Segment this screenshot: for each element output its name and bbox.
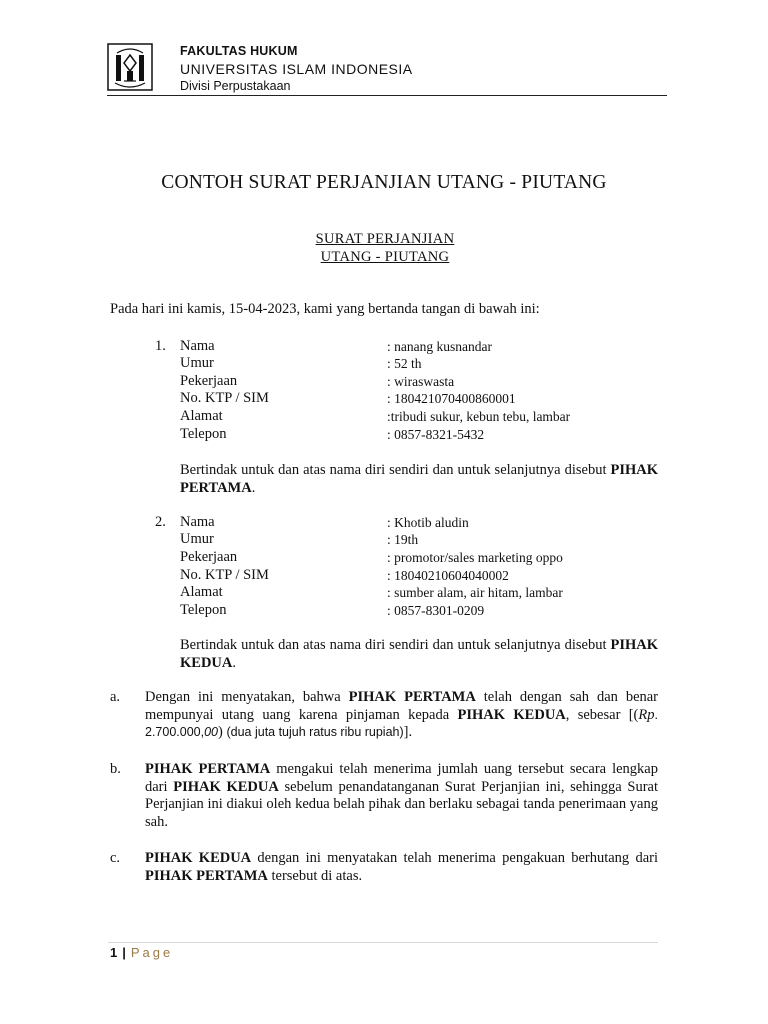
clause-b-paragraph: PIHAK PERTAMA mengakui telah menerima jumlah uang tersebut secara lengkap dari PIHAK KEDUA sebelum penandatanganan Surat Perjanjian ini, sehingga Surat Perjanjian ini diakui oleh kedua belah pihak dan berlaku sebagai tanda penerimaan yang sah.	[145, 761, 658, 830]
party2-id-value: : 18040210604040002	[387, 568, 509, 583]
party1-name-value: : nanang kusnandar	[387, 339, 492, 354]
party1-phone-label: Telepon	[180, 426, 227, 442]
party2-job-label: Pekerjaan	[180, 549, 238, 565]
party1-designation: PIHAK PERTAMA	[180, 462, 658, 496]
party1-address-value: :tribudi sukur, kebun tebu, lambar	[387, 409, 571, 424]
party1-id-label: No. KTP / SIM	[180, 390, 269, 406]
clause-c-letter: c.	[110, 850, 121, 866]
page-label: Page	[130, 945, 174, 960]
amount-in-words: (dua juta tujuh ratus ribu rupiah)	[226, 725, 404, 740]
party2-number: 2.	[155, 514, 166, 530]
party2-age-label: Umur	[180, 531, 214, 547]
header-divider	[107, 95, 667, 96]
party1-name-label: Nama	[180, 338, 215, 354]
party1-id-value: : 180421070400860001	[387, 391, 516, 406]
party2-phone-value: : 0857-8301-0209	[387, 603, 485, 618]
party1-address-label: Alamat	[180, 408, 223, 424]
document-title: CONTOH SURAT PERJANJIAN UTANG - PIUTANG	[161, 172, 607, 193]
party1-age-value: : 52 th	[387, 356, 422, 371]
party2-job-value: : promotor/sales marketing oppo	[387, 550, 563, 565]
university-name: UNIVERSITAS ISLAM INDONESIA	[180, 61, 413, 77]
clause-a-paragraph: Dengan ini menyatakan, bahwa PIHAK PERTAMA telah dengan sah dan benar mempunyai utang uang karena pinjaman kepada PIHAK KEDUA, sebesar [(Rp. 2.700.000,00) (dua juta tujuh ratus ribu rupiah)].	[145, 689, 659, 741]
page-number: 1	[110, 945, 118, 960]
party2-address-label: Alamat	[180, 584, 223, 600]
footer-separator: |	[122, 945, 126, 960]
subtitle-line-2: UTANG - PIUTANG	[320, 249, 450, 265]
party1-number: 1.	[155, 338, 166, 354]
party1-designation-paragraph: Bertindak untuk dan atas nama diri sendiri dan untuk selanjutnya disebut PIHAK PERTAMA.	[180, 462, 658, 496]
party2-address-value: : sumber alam, air hitam, lambar	[387, 585, 563, 600]
party2-designation: PIHAK KEDUA	[180, 637, 658, 671]
page-footer	[110, 945, 173, 960]
party2-phone-label: Telepon	[180, 602, 227, 618]
party2-name-value: : Khotib aludin	[387, 515, 469, 530]
clause-a-letter: a.	[110, 689, 121, 705]
faculty-name: FAKULTAS HUKUM	[180, 44, 298, 58]
party2-age-value: : 19th	[387, 532, 419, 547]
university-logo-icon	[107, 43, 153, 91]
clause-c-paragraph: PIHAK KEDUA dengan ini menyatakan telah menerima pengakuan berhutang dari PIHAK PERTAMA tersebut di atas.	[145, 850, 658, 884]
party2-designation-paragraph: Bertindak untuk dan atas nama diri sendiri dan untuk selanjutnya disebut PIHAK KEDUA.	[180, 637, 658, 671]
party1-job-label: Pekerjaan	[180, 373, 238, 389]
party1-job-value: : wiraswasta	[387, 374, 455, 389]
intro-paragraph: Pada hari ini kamis, 15-04-2023, kami yang bertanda tangan di bawah ini:	[110, 301, 540, 317]
clause-b-letter: b.	[110, 761, 121, 777]
division-name: Divisi Perpustakaan	[180, 79, 291, 93]
footer-divider	[108, 942, 658, 943]
party2-name-label: Nama	[180, 514, 215, 530]
party1-age-label: Umur	[180, 355, 214, 371]
subtitle-line-1: SURAT PERJANJIAN	[315, 231, 455, 247]
party1-phone-value: : 0857-8321-5432	[387, 427, 485, 442]
party2-id-label: No. KTP / SIM	[180, 567, 269, 583]
